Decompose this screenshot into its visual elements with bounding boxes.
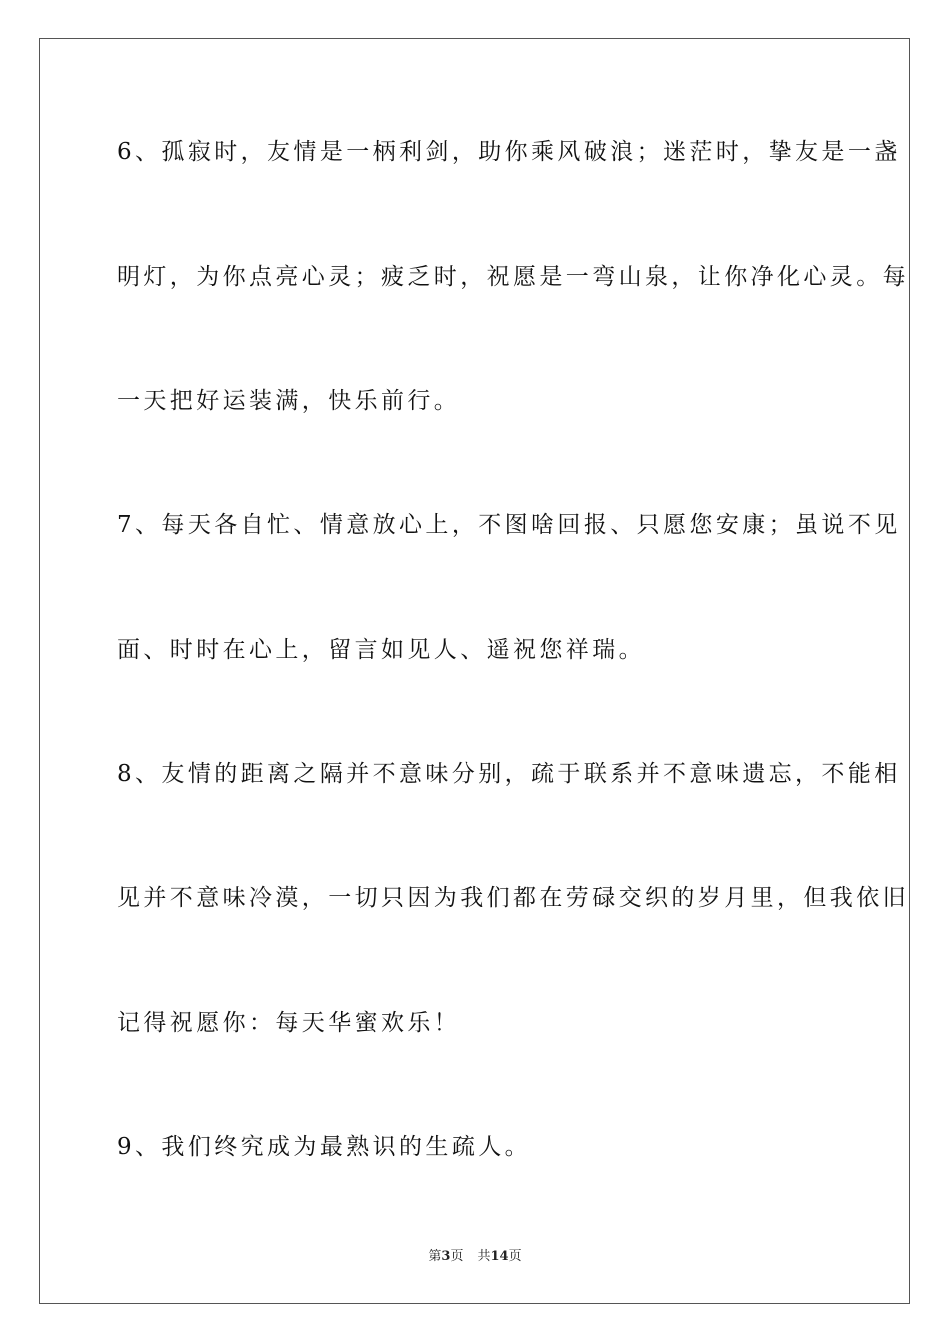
paragraph-6-line-1: 6、孤寂时，友情是一柄利剑，助你乘风破浪；迷茫时，挚友是一盏 xyxy=(117,139,901,165)
paragraph-8-line-1: 8、友情的距离之隔并不意味分别，疏于联系并不意味遗忘，不能相 xyxy=(117,761,901,787)
paragraph-7-line-2: 面、时时在心上，留言如见人、遥祝您祥瑞。 xyxy=(117,637,645,663)
paragraph-6-line-2: 明灯，为你点亮心灵；疲乏时，祝愿是一弯山泉，让你净化心灵。每 xyxy=(117,264,909,290)
total-prefix: 共 xyxy=(477,1249,491,1264)
paragraph-8-line-2: 见并不意味冷漠，一切只因为我们都在劳碌交织的岁月里，但我依旧 xyxy=(117,885,909,911)
page-number: 3 xyxy=(441,1249,451,1264)
page-suffix: 页 xyxy=(450,1249,464,1264)
paragraph-9-line-1: 9、我们终究成为最熟识的生疏人。 xyxy=(117,1134,532,1160)
paragraph-7-line-1: 7、每天各自忙、情意放心上，不图啥回报、只愿您安康；虽说不见 xyxy=(117,512,901,538)
page-border xyxy=(39,38,910,1304)
total-suffix: 页 xyxy=(508,1249,522,1264)
total-pages: 14 xyxy=(490,1249,509,1264)
page-footer xyxy=(0,1248,950,1266)
page-prefix: 第 xyxy=(428,1249,442,1264)
paragraph-8-line-3: 记得祝愿你：每天华蜜欢乐！ xyxy=(117,1010,461,1036)
paragraph-6-line-3: 一天把好运装满，快乐前行。 xyxy=(117,388,461,414)
